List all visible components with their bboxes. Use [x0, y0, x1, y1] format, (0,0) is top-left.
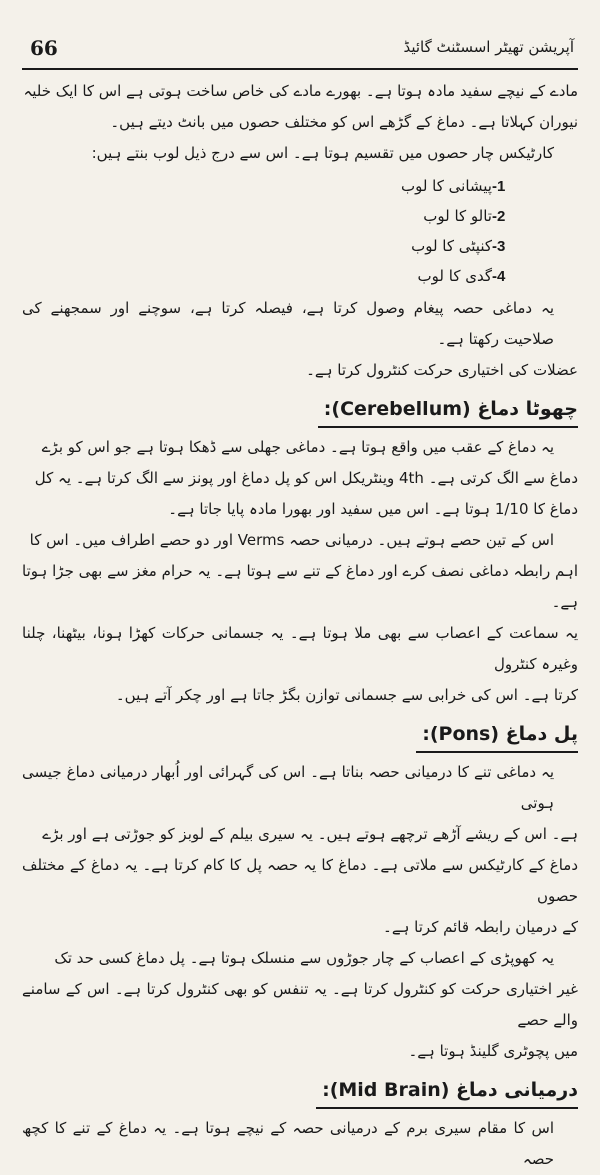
list-item: [22, 171, 578, 201]
list-label: پیشانی کا لوب: [400, 176, 492, 195]
text-line: غیر اختیاری حرکت کو کنٹرول کرتا ہے۔ یہ تنفس کو بھی کنٹرول کرتا ہے۔ اس کے سامنے والے حصے: [22, 980, 578, 1029]
list-label: تالو کا لوب: [423, 206, 492, 225]
text-line: عضلات کی اختیاری حرکت کنٹرول کرتا ہے۔: [306, 361, 578, 379]
text-line: یہ سماعت کے اعصاب سے بھی ملا ہوتا ہے۔ یہ جسمانی حرکات کھڑا ہونا، بیٹھنا، چلنا وغیرہ کنٹرول: [22, 624, 578, 673]
text-line: مادے کے نیچے سفید مادہ ہوتا ہے۔ بھورے مادے کی خاص ساخت ہوتی ہے اس کا ایک خلیہ: [23, 82, 578, 100]
list-item: [22, 231, 578, 261]
section-heading-cerebellum: چھوٹا دماغ (Cerebellum):: [318, 392, 578, 428]
list-number: -1: [492, 177, 506, 195]
text-line: یہ کھوپڑی کے اعصاب کے چار جوڑوں سے منسلک ہوتا ہے۔ پل دماغ کسی حد تک: [54, 949, 554, 967]
list-label: گدی کا لوب: [417, 266, 492, 285]
page-header: [22, 28, 578, 70]
text-line: اہم رابطہ دماغی نصف کرے اور دماغ کے تنے سے ہوتا ہے۔ یہ حرام مغز سے بھی جڑا ہوتا ہے۔: [22, 562, 578, 611]
list-number: -3: [492, 237, 506, 255]
list-item: [22, 201, 578, 231]
text-line: دماغ کے کارٹیکس سے ملاتی ہے۔ دماغ کا یہ حصہ پل کا کام کرتا ہے۔ یہ دماغ کے مختلف حصوں: [22, 856, 578, 905]
text-line: دماغ کا 1/10 ہوتا ہے۔ اس میں سفید اور بھورا مادہ پایا جاتا ہے۔: [168, 500, 578, 518]
text-line: اس کے تین حصے ہوتے ہیں۔ درمیانی حصہ Verms اور دو حصے اطراف میں۔ اس کا: [29, 531, 554, 549]
section-heading-pons: پل دماغ (Pons):: [416, 717, 578, 753]
text-line: ہے۔ اس کے ریشے آڑھے ترچھے ہوتے ہیں۔ یہ سیری بیلم کے لوبز کو جوڑتی ہے اور بڑے: [42, 825, 578, 843]
text-line: نیوران کہلاتا ہے۔ دماغ کے گڑھے اس کو مختلف حصوں میں بانٹ دیتے ہیں۔: [110, 113, 578, 131]
text-line: یہ دماغی تنے کا درمیانی حصہ بناتا ہے۔ اس کی گہرائی اور اُبھار درمیانی دماغ جیسی ہوتی: [22, 763, 554, 812]
section-heading-midbrain: درمیانی دماغ (Mid Brain):: [316, 1073, 578, 1109]
list-number: -2: [492, 207, 506, 225]
text-line: دماغ سے الگ کرتی ہے۔ 4th وینٹریکل اس کو پل دماغ اور پونز سے الگ کرتا ہے۔ یہ کل: [34, 469, 578, 487]
text-line: یہ دماغ کے عقب میں واقع ہوتا ہے۔ دماغی جھلی سے ڈھکا ہوتا ہے جو اس کو بڑے: [41, 438, 554, 456]
text-line: میں پچوٹری گلینڈ ہوتا ہے۔: [408, 1042, 578, 1060]
page-number: 66: [30, 36, 58, 60]
lobe-list: [22, 171, 578, 291]
text-line: کے درمیان رابطہ قائم کرتا ہے۔: [383, 918, 578, 936]
text-line: کرتا ہے۔ اس کی خرابی سے جسمانی توازن بگڑ جاتا ہے اور چکر آتے ہیں۔: [115, 686, 578, 704]
list-label: کنپٹی کا لوب: [411, 236, 492, 255]
running-title: آپریشن تھیٹر اسسٹنٹ گائیڈ: [403, 38, 574, 56]
text-line: کارٹیکس چار حصوں میں تقسیم ہوتا ہے۔ اس سے درج ذیل لوب بنتے ہیں:: [91, 144, 554, 162]
text-line: اس کا مقام سیری برم کے درمیانی حصہ کے نیچے ہوتا ہے۔ یہ دماغ کے تنے کا کچھ حصہ: [22, 1119, 554, 1168]
list-item: [22, 261, 578, 291]
list-number: -4: [492, 267, 506, 285]
page-body: [22, 76, 578, 1175]
text-line: یہ دماغی حصہ پیغام وصول کرتا ہے، فیصلہ کرتا ہے، سوچنے اور سمجھنے کی صلاحیت رکھتا ہے۔: [22, 299, 554, 348]
